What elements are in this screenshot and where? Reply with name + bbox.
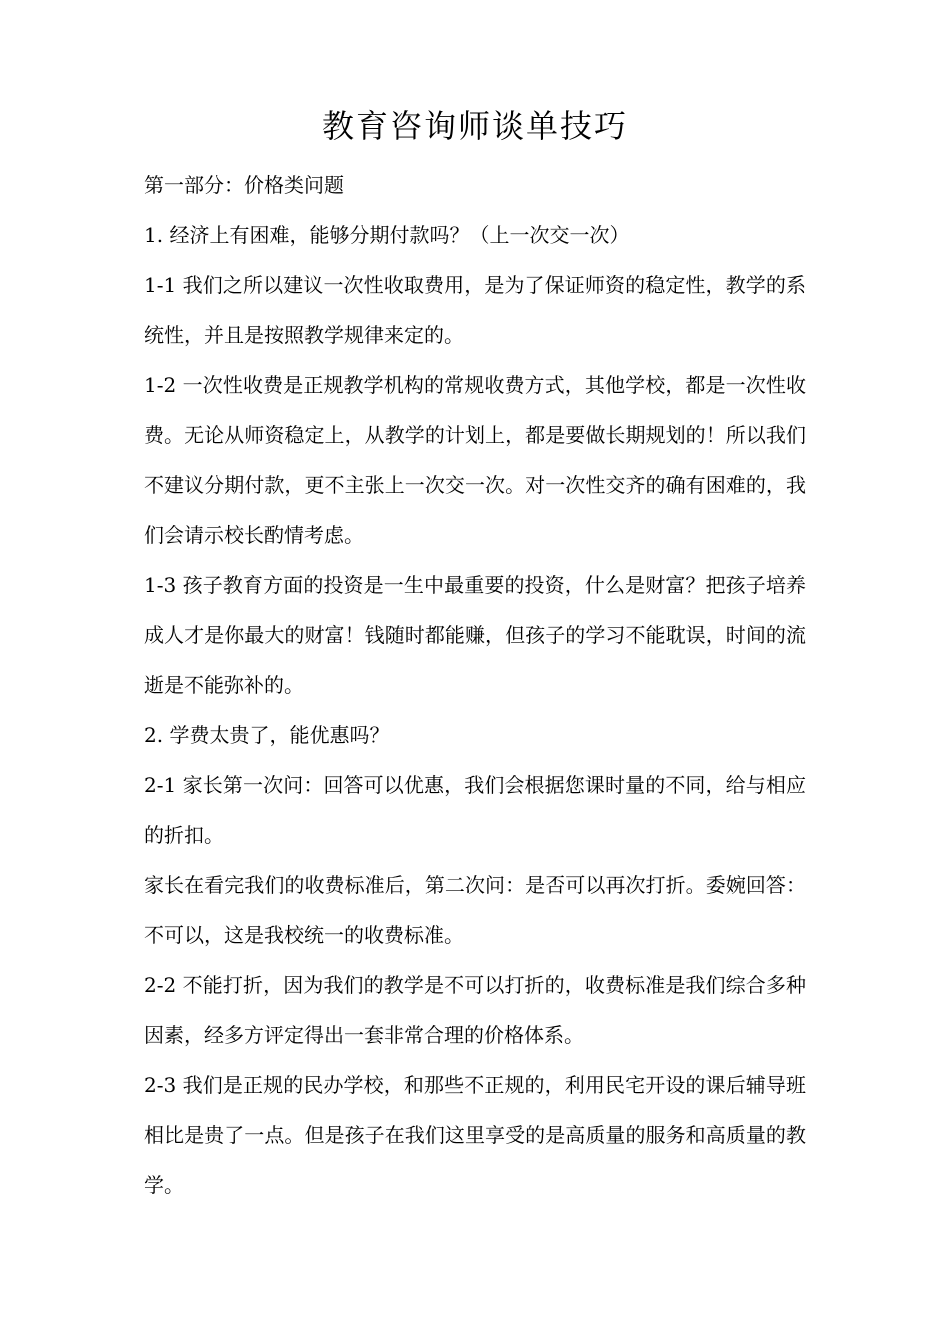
answer-1-3: 1-3 孩子教育方面的投资是一生中最重要的投资，什么是财富？把孩子培养成人才是你最大的财富！钱随时都能赚，但孩子的学习不能耽误，时间的流逝是不能弥补的。 (144, 573, 806, 697)
answer-2-1: 2-1 家长第一次问：回答可以优惠，我们会根据您课时量的不同，给与相应的折扣。 (144, 773, 806, 847)
document-title: 教育咨询师谈单技巧 (321, 107, 628, 145)
answer-1-2: 1-2 一次性收费是正规教学机构的常规收费方式，其他学校，都是一次性收费。无论从师资稳定上，从教学的计划上，都是要做长期规划的！所以我们不建议分期付款，更不主张上一次交一次。对一次性交齐的确有困难的，我们会请示校长酌情考虑。 (144, 373, 806, 547)
answer-2-1-followup: 家长在看完我们的收费标准后，第二次问：是否可以再次打折。委婉回答：不可以，这是我校统一的收费标准。 (144, 873, 806, 947)
question-2: 2. 学费太贵了，能优惠吗？ (144, 723, 390, 747)
answer-1-1: 1-1 我们之所以建议一次性收取费用，是为了保证师资的稳定性，教学的系统性，并且是按照教学规律来定的。 (144, 273, 806, 347)
answer-2-2: 2-2 不能打折，因为我们的教学是不可以打折的，收费标准是我们综合多种因素，经多方评定得出一套非常合理的价格体系。 (144, 973, 806, 1047)
section-heading: 第一部分：价格类问题 (144, 173, 344, 197)
answer-2-3: 2-3 我们是正规的民办学校，和那些不正规的，利用民宅开设的课后辅导班相比是贵了一点。但是孩子在我们这里享受的是高质量的服务和高质量的教学。 (144, 1073, 806, 1197)
question-1: 1. 经济上有困难，能够分期付款吗？（上一次交一次） (144, 223, 630, 247)
document-body (144, 160, 806, 1210)
